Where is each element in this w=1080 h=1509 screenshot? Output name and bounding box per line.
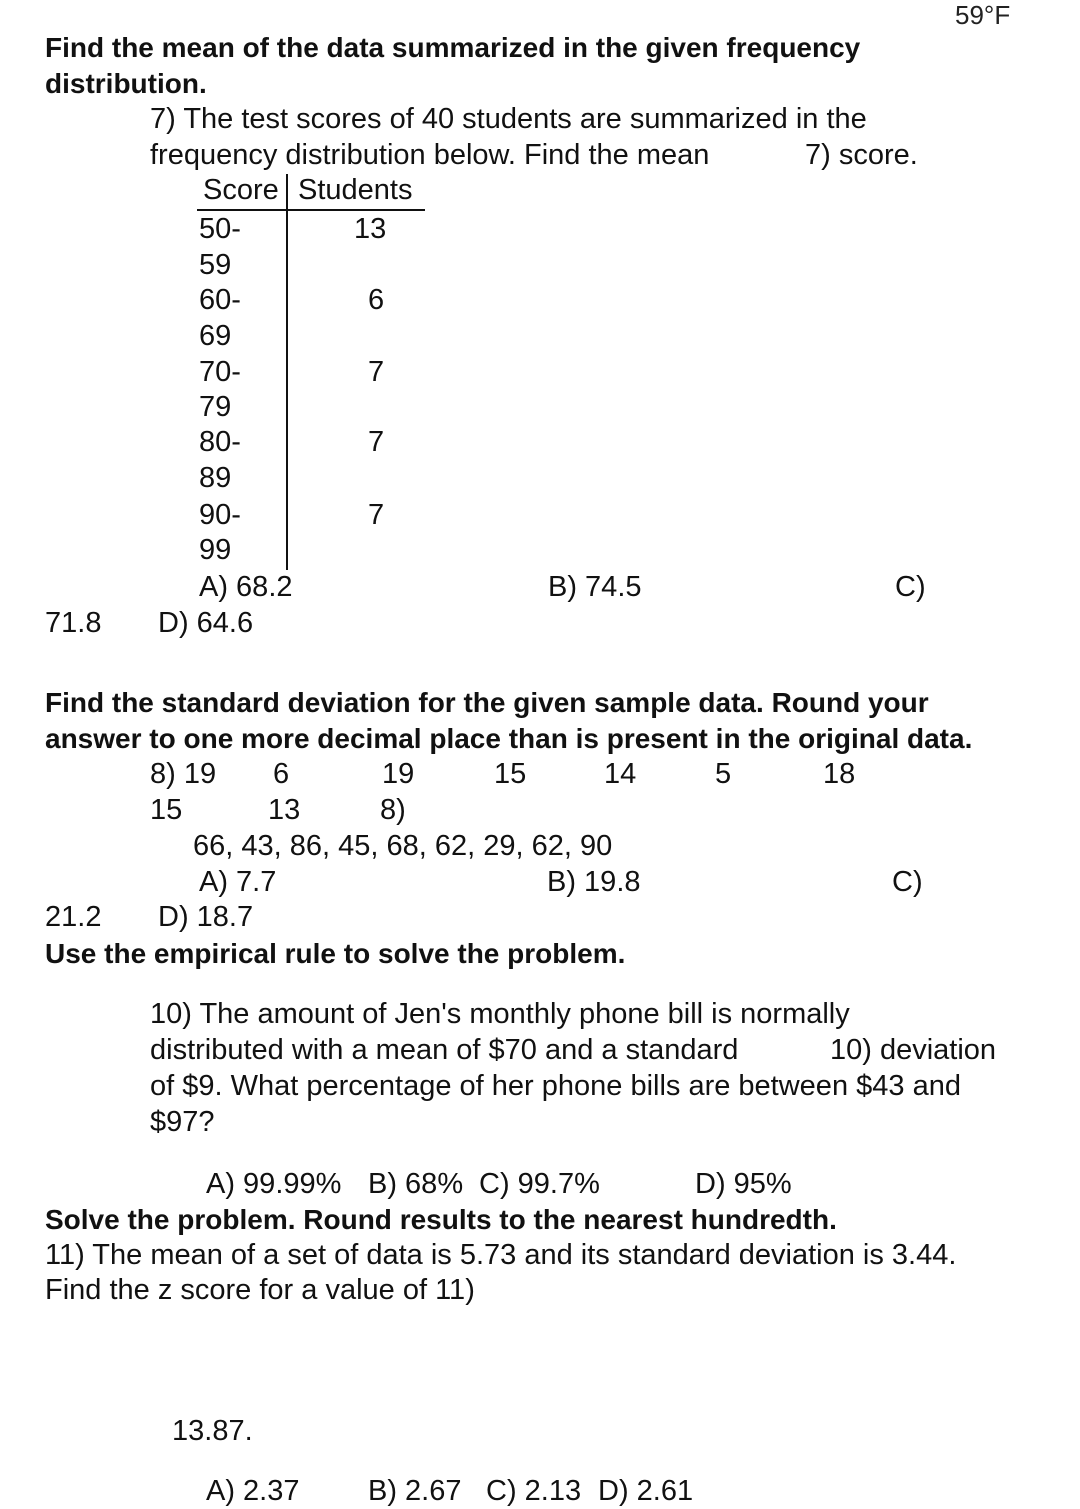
q10-option-a: A) 99.99% [206,1168,342,1200]
q7-option-b: B) 74.5 [548,571,642,603]
q8-data-value: 5 [715,758,732,790]
q10-option-c: C) 99.7% [479,1168,600,1200]
q10-text-line2: distributed with a mean of $70 and a standard [150,1034,739,1066]
q10-heading: Use the empirical rule to solve the problem. [45,938,626,969]
q7-number-tag: 7) score. [805,139,918,171]
q7-text-line1: 7) The test scores of 40 students are summarized in the [150,103,867,135]
table-header-students: Students [298,174,413,206]
q8-number-tag: 8) [380,794,406,826]
q8-option-c-value: 21.2 [45,901,102,933]
table-cell-score: 90- [199,499,241,531]
table-cell-score: 70- [199,356,241,388]
q11-value: 13.87. [172,1415,253,1447]
table-cell-score: 50- [199,213,241,245]
q7-option-d: D) 64.6 [158,607,254,639]
table-cell-score: 60- [199,284,241,316]
q7-option-c-value: 71.8 [45,607,102,639]
q8-option-d: D) 18.7 [158,901,254,933]
q10-number-tag: 10) deviation [830,1034,997,1066]
q8-data-value: 13 [268,794,301,826]
q11-option-b: B) 2.67 [368,1475,462,1507]
q10-option-d: D) 95% [695,1168,792,1200]
q8-heading-line1: Find the standard deviation for the given sample data. Round your [45,687,929,718]
q8-option-b: B) 19.8 [547,866,641,898]
q10-text-line4: $97? [150,1106,215,1138]
q10-text-line3: of $9. What percentage of her phone bills are between $43 and [150,1070,961,1102]
q11-option-c: C) 2.13 [486,1475,582,1507]
table-cell-students: 13 [354,213,387,245]
q8-data-value: 8) 19 [150,758,217,790]
q7-text-line2: frequency distribution below. Find the mean [150,139,710,171]
table-cell-students: 7 [368,356,385,388]
q11-heading: Solve the problem. Round results to the nearest hundredth. [45,1204,837,1235]
q8-data-line: 66, 43, 86, 45, 68, 62, 29, 62, 90 [193,830,613,862]
q8-option-c: C) [892,866,923,898]
q8-data-value: 14 [604,758,637,790]
table-column-divider [286,174,288,570]
table-cell-students: 6 [368,284,385,316]
q10-text-line1: 10) The amount of Jen's monthly phone bill is normally [150,998,850,1030]
q11-text-line1: 11) The mean of a set of data is 5.73 and its standard deviation is 3.44. [45,1239,957,1271]
table-cell-students: 7 [368,499,385,531]
q11-option-a: A) 2.37 [206,1475,300,1507]
q8-data-value: 15 [150,794,183,826]
q8-data-value: 15 [494,758,527,790]
table-cell-score: 99 [199,534,232,566]
q8-data-value: 19 [382,758,415,790]
q10-option-b: B) 68% [368,1168,464,1200]
table-cell-score: 59 [199,249,232,281]
table-header-score: Score [203,174,279,206]
table-cell-score: 69 [199,320,232,352]
q11-text-line2: Find the z score for a value of 11) [45,1274,475,1306]
q8-option-a: A) 7.7 [199,866,277,898]
q7-option-a: A) 68.2 [199,571,293,603]
temperature-readout: 59°F [955,0,1011,30]
q8-data-value: 18 [823,758,856,790]
q8-heading-line2: answer to one more decimal place than is present in the original data. [45,723,973,754]
table-cell-score: 80- [199,426,241,458]
table-cell-score: 89 [199,462,232,494]
q7-heading-line1: Find the mean of the data summarized in the given frequency [45,32,861,63]
q7-option-c: C) [895,571,926,603]
q11-option-d: D) 2.61 [598,1475,694,1507]
table-cell-score: 79 [199,391,232,423]
q7-heading-line2: distribution. [45,68,207,99]
q8-data-value: 6 [273,758,290,790]
table-cell-students: 7 [368,426,385,458]
